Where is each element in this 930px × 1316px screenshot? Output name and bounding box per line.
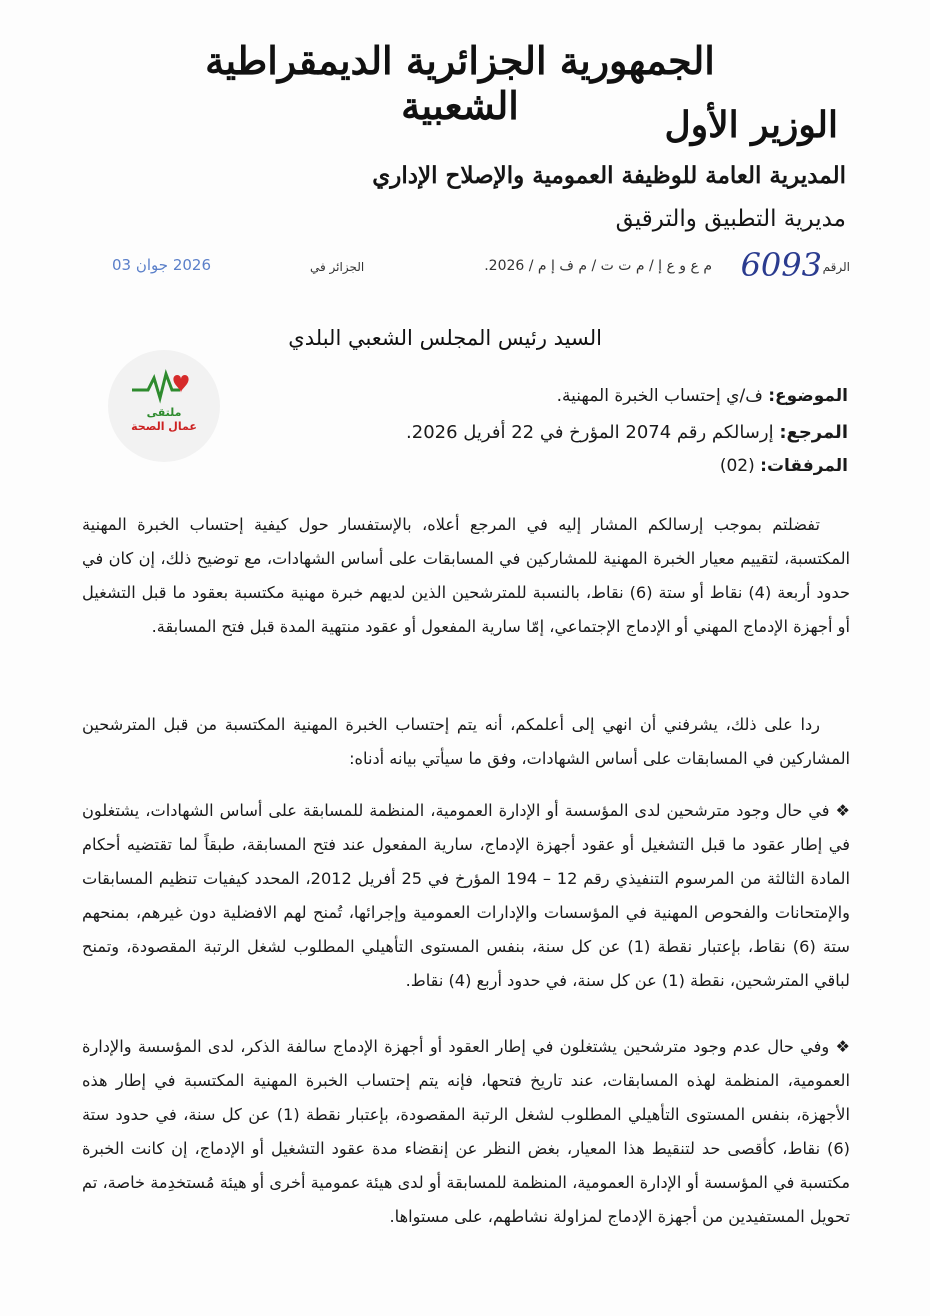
logo: [108, 350, 220, 462]
attachments-value: (02): [719, 456, 755, 476]
attachments-label: المرفقات:: [760, 456, 848, 476]
subject-line: [148, 386, 848, 406]
directorate-heading: مديرية التطبيق والترقيق: [615, 206, 846, 232]
subject-label: الموضوع:: [768, 386, 848, 406]
paragraph-text: ❖ في حال وجود مترشحين لدى المؤسسة أو الإدارة العمومية، المنظمة للمسابقة على أساس الشهادات، يشتغلون في إطار عقود ما قبل التشغيل أو عقود أجهزة الإدماج، سارية المفعول عند فتح المسابقة، طبقاً لما تقتضيه أحكام المادة الثالثة من المرسوم التنفيذي رقم 12 – 194 المؤرخ في 25 أفريل 2012، المحدد كيفيات تنظيم المسابقات والإمتحانات والفحوص المهنية في المؤسسات والإدارات العمومية وإجرائها، تُمنح لهم الافضلية دون غيرهم، بمنحهم ستة (6) نقاط، بإعتبار نقطة (1) عن كل سنة، بنفس المستوى التأهيلي المطلوب لشغل الرتبة المقصودة، وتمنح لباقي المترشحين، نقطة (1) عن كل سنة، في حدود أربع (4) نقاط.: [82, 801, 850, 990]
body-paragraph-4: [82, 1030, 850, 1234]
republic-heading: الجمهورية الجزائرية الديمقراطية الشعبية: [205, 38, 715, 128]
paragraph-text: ردا على ذلك، يشرفني أن انهي إلى أعلمكم، أنه يتم إحتساب الخبرة المهنية المكتسبة من قبل المترشحين المشاركين في المسابقات على أساس الشهادات، وفق ما سيأتي بيانه أدناه:: [82, 715, 850, 768]
paragraph-text: تفضلتم بموجب إرسالكم المشار إليه في المرجع أعلاه، بالإستفسار حول كيفية إحتساب الخبرة المهنية المكتسبة، لتقييم معيار الخبرة المهنية للمشاركين في المسابقات على أساس الشهادات، مع توضيح ذلك، إن كان في حدود أربعة (4) نقاط أو ستة (6) نقاط، بالنسبة للمترشحين الذين لديهم خبرة مهنية مكتسبة بعقود ما قبل التشغيل أو أجهزة الإدماج المهني أو الإدماج الإجتماعي، إمّا سارية المفعول أو عقود منتهية المدة قبل فتح المسابقة.: [82, 515, 850, 636]
ref-label: المرجع:: [779, 422, 848, 443]
logo-line-1: ملتقى: [146, 406, 182, 419]
subject-value: ف/ي إحتساب الخبرة المهنية.: [556, 386, 763, 406]
reference-label: الرقم: [822, 260, 850, 274]
body-paragraph-2: [82, 708, 850, 776]
minister-heading: الوزير الأول: [664, 104, 838, 146]
reference-number: 6093: [740, 246, 822, 284]
place-label: الجزائر في: [310, 260, 365, 274]
reference-code: م ع و ع إ / م ت ت / م ف إ م / 2026.: [484, 258, 712, 274]
reference-line: [100, 246, 850, 290]
directorate-general-heading: المديرية العامة للوظيفة العمومية والإصلاح الإداري: [372, 162, 846, 189]
body-paragraph-1: [82, 508, 850, 644]
date-stamp: 2026 جوان 03: [112, 256, 212, 274]
attachments-line: [148, 456, 848, 476]
reference-subject-line: [148, 422, 848, 443]
addressee: السيد رئيس المجلس الشعبي البلدي: [288, 326, 602, 350]
ref-value: إرسالكم رقم 2074 المؤرخ في 22 أفريل 2026.: [406, 422, 774, 443]
paragraph-text: ❖ وفي حال عدم وجود مترشحين يشتغلون في إطار العقود أو أجهزة الإدماج سالفة الذكر، لدى المؤسسة والإدارة العمومية، المنظمة لهذه المسابقات، عند تاريخ فتحها، فإنه يتم إحتساب الخبرة المهنية المكتسبة في إطار هذه الأجهزة، بنفس المستوى التأهيلي المطلوب لشغل الرتبة المقصودة، بإعتبار نقطة (1) عن كل سنة، في حدود ستة (6) نقاط، كأقصى حد لتنقيط هذا المعيار، بغض النظر عن إنقضاء مدة عقود التشغيل أو الإدماج، إن كانت الخبرة مكتسبة في المؤسسة أو الإدارة العمومية، المنظمة للمسابقة أو لدى هيئة عمومية أخرى أو هيئة مُستخدِمة خاصة، تم تحويل المستفيدين من أجهزة الإدماج لمزاولة نشاطهم، على مستواها.: [82, 1037, 850, 1226]
body-paragraph-3: [82, 794, 850, 998]
logo-line-2: عمال الصحة: [131, 420, 197, 433]
